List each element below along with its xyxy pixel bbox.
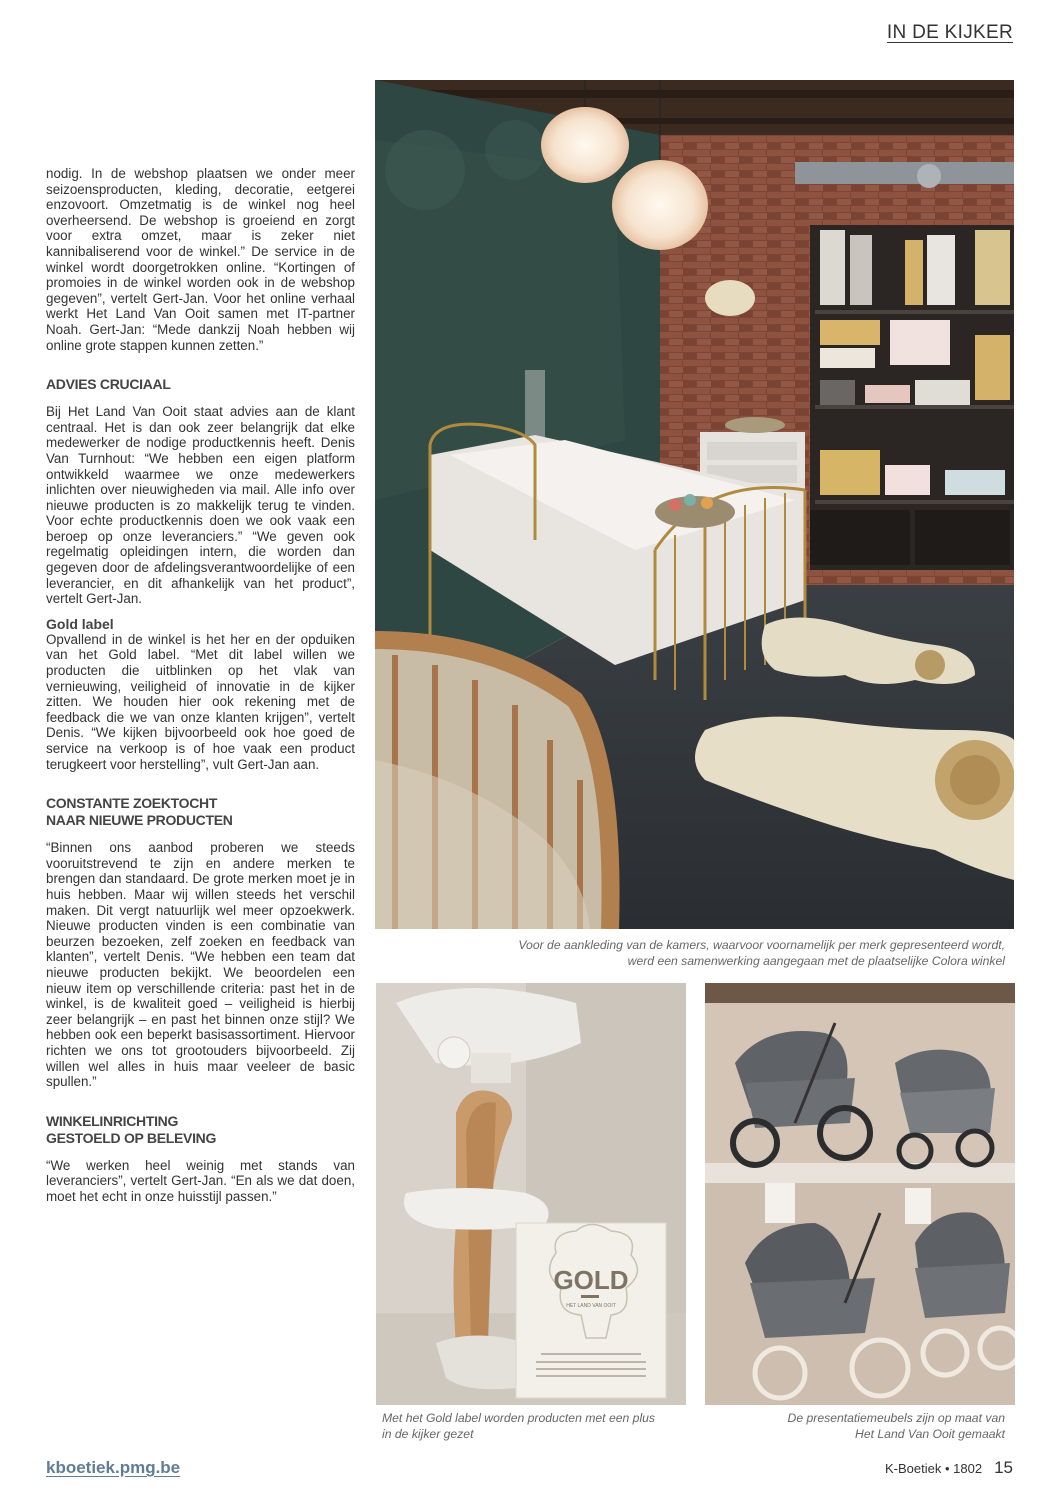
heading-winkelinrichting-line1: WINKELINRICHTING bbox=[46, 1112, 179, 1129]
prams-caption-line1: De presentatiemeubels zijn op maat van bbox=[787, 1411, 1005, 1425]
heading-winkelinrichting-line2: GESTOELD OP BELEVING bbox=[46, 1129, 217, 1146]
gold-card-sub: HET LAND VAN OOIT bbox=[566, 1303, 616, 1309]
footer-issue-info bbox=[885, 1458, 1013, 1478]
gold-caption-line2: in de kijker gezet bbox=[382, 1427, 474, 1441]
heading-advies: ADVIES CRUCIAAL bbox=[46, 376, 171, 393]
intro-paragraph: nodig. In de webshop plaatsen we onder meer seizoensproducten, kleding, decoratie, eetgerei enzovoort. Omzetmatig is de winkel nog heel overheersend. De webshop is groeiend en zorgt voor extra omzet, maar is zeker niet kannibaliserend voor de winkel.” De service in de winkel wordt doorgetrokken online. “Kortingen of promoies in de winkel worden ook in de webshop gegeven”, vertelt Gert-Jan. Voor het online verhaal werkt Het Land Van Ooit samen met IT-partner Noah. Gert-Jan: “Mede dankzij Noah hebben wij online grote stappen kunnen zetten.” bbox=[46, 166, 355, 353]
gold-caption-line1: Met het Gold label worden producten met een plus bbox=[382, 1411, 656, 1425]
heading-winkelinrichting bbox=[46, 1113, 355, 1147]
main-photo-caption bbox=[518, 937, 1005, 969]
advies-paragraph: Bij Het Land Van Ooit staat advies aan de klant centraal. Het is dan ook zeer belangrijk dat elke medewerker de nodige productkennis heeft. Denis Van Turnhout: “We hebben een eigen platform ontwikkeld waarmee we onze medewerkers inlichten over nieuwigheden via mail. Alle info over nieuwe producten is zo makkelijk terug te vinden. Voor echte productkennis doen we ook vaak een beroep op onze leveranciers.” “We geven ook regelmatig opleidingen intern, die worden dan gegeven door de afdelingsverantwoordelijke of een leverancier, en dit afhankelijk van het product”, vertelt Gert-Jan. bbox=[46, 404, 355, 607]
gold-card-word: GOLD bbox=[553, 1265, 629, 1295]
footer-url-link[interactable]: kboetiek.pmg.be bbox=[46, 1458, 181, 1477]
gold-paragraph: Opvallend in de winkel is het her en der opduiken van het Gold label. “Met dit label willen we producten die uitblinken op het vlak van vernieuwing, veiligheid of innovatie in de kijker zitten. We houden hier ook rekening met de feedback die we van onze klanten krijgen”, vertelt Denis. “We kijken bijvoorbeeld ook hoe goed de service na verkoop is of hoe vaak een product terugkeert voor herstelling”, vult Gert-Jan aan. bbox=[46, 631, 355, 772]
heading-zoektocht-line1: CONSTANTE ZOEKTOCHT bbox=[46, 795, 218, 812]
prams-photo-caption bbox=[788, 1410, 1005, 1442]
main-caption-line2: werd een samenwerking aangegaan met de plaatselijke Colora winkel bbox=[627, 954, 1005, 968]
footer-issue: K-Boetiek • 1802 bbox=[885, 1461, 983, 1476]
gold-label-highchair-photo bbox=[376, 983, 686, 1405]
heading-gold-label: Gold label bbox=[46, 615, 114, 632]
section-tag: IN DE KIJKER bbox=[886, 22, 1013, 43]
main-caption-line1: Voor de aankleding van de kamers, waarvoor voornamelijk per merk gepresenteerd wordt, bbox=[518, 938, 1005, 952]
zoektocht-paragraph: “Binnen ons aanbod proberen we steeds vooruitstrevend te zijn en andere merken te brengen dan standaard. De grote merken moet je in huis hebben. Maar wij willen steeds het verschil maken. Dit vergt natuurlijk wel meer opzoekwerk. Nieuwe producten vinden is een combinatie van beurzen bezoeken, zelf zoeken en feedback van klanten”, vertelt Denis. “We hebben een team dat nieuwe producten bekijkt. We beoordelen een nieuw item op verschillende criteria: past het in de winkel, is de kwaliteit goed – veiligheid is hierbij zeer belangrijk – en past het binnen onze stijl? We hebben ook een beperkt basisassortiment. Hiervoor richten we ons tot grootouders bijvoorbeeld. Zij willen wel alles in huis maar veeleer de basic spullen.” bbox=[46, 840, 355, 1090]
heading-zoektocht-line2: NAAR NIEUWE PRODUCTEN bbox=[46, 812, 233, 829]
prams-display-photo bbox=[705, 983, 1015, 1405]
winkelinrichting-paragraph: “We werken heel weinig met stands van leveranciers”, vertelt Gert-Jan. “En als we dat doen, moet het echt in onze huisstijl passen.” bbox=[46, 1157, 355, 1204]
article-column bbox=[46, 166, 355, 1204]
page-number: 15 bbox=[994, 1458, 1013, 1477]
prams-caption-line2: Het Land Van Ooit gemaakt bbox=[855, 1427, 1005, 1441]
heading-zoektocht bbox=[46, 795, 355, 829]
nursery-room-photo bbox=[375, 80, 1014, 929]
gold-photo-caption bbox=[382, 1410, 655, 1442]
